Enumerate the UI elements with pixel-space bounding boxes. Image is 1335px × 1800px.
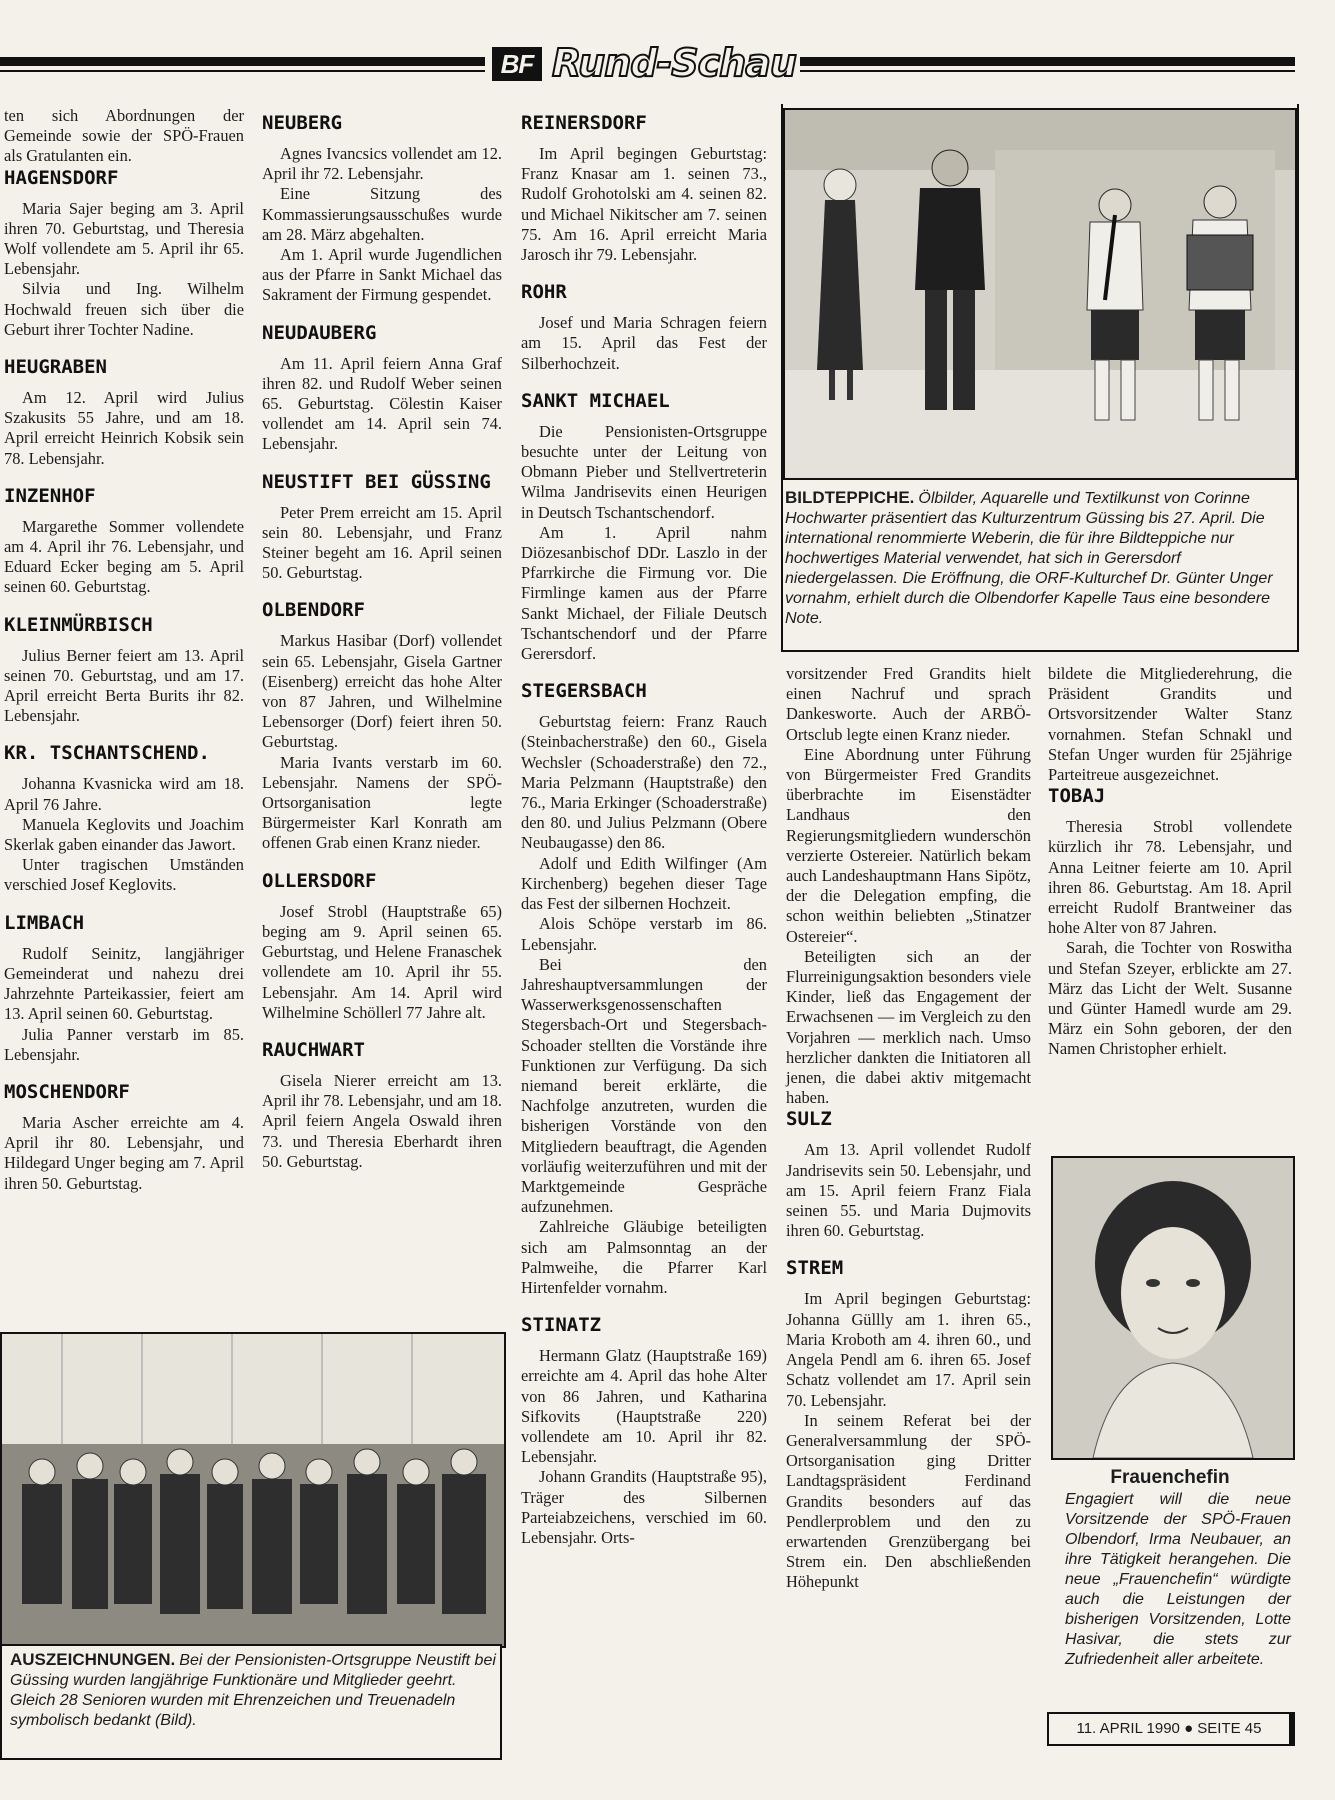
section-paragraph: Am 13. April vollendet Rudolf Jandrisevits sein 50. Lebensjahr, und am 15. April feiern Franz Fiala seinen 55. und Maria Dujmovits ihren 60. Geburtstag. xyxy=(786,1140,1031,1241)
section-paragraph: Zahlreiche Gläubige beteiligten sich am Palmsonntag an der Palmweihe, die Pfarrer Karl Hirtenfelder vornahm. xyxy=(521,1217,767,1297)
section-paragraph: Julia Panner verstarb im 85. Lebensjahr. xyxy=(4,1024,244,1064)
section-heading: ROHR xyxy=(521,281,567,304)
section-paragraph: Manuela Keglovits und Joachim Skerlak gaben einander das Jawort. xyxy=(4,814,244,855)
section-title: Rund-Schau xyxy=(552,41,796,85)
column-1 xyxy=(4,106,244,1194)
section-paragraph: In seinem Referat bei der Generalversammlung der SPÖ-Ortsorganisation ging Dritter Landtagspräsident Ferdinand Grandits besonders auf das Pendlerproblem und den zu erwartenden Grenzübergang bei Strem ein. Den abschließenden Höhepunkt xyxy=(786,1410,1031,1592)
section-heading: STREM xyxy=(786,1257,844,1280)
section-heading: LIMBACH xyxy=(4,911,85,934)
frauenchefin-caption xyxy=(1065,1490,1291,1670)
section-heading: HEUGRABEN xyxy=(4,356,107,379)
section-paragraph: Im April begingen Geburtstag: Johanna Güllly am 1. ihren 65., Maria Kroboth am 4. ihren 60., und Angela Pendl am 6. ihren 65. Josef Schatz vollendet am 17. April sein 70. Lebensjahr. xyxy=(786,1289,1031,1410)
section-paragraph: Maria Ascher erreichte am 4. April ihr 80. Lebensjahr, und Hildegard Unger beging am 7. April ihren 50. Geburtstag. xyxy=(4,1112,244,1193)
bildteppiche-image xyxy=(785,110,1295,478)
section-paragraph: Alois Schöpe verstarb im 86. Lebensjahr. xyxy=(521,914,767,954)
section-heading: STINATZ xyxy=(521,1314,602,1337)
section-heading: KLEINMÜRBISCH xyxy=(4,613,153,636)
section-paragraph: Silvia und Ing. Wilhelm Hochwald freuen sich über die Geburt ihrer Tochter Nadine. xyxy=(4,279,244,339)
frauenchefin-photo xyxy=(1051,1156,1295,1460)
section-paragraph: Maria Sajer beging am 3. April ihren 70. Geburtstag, und Theresia Wolf vollendete am 5. April ihr 65. Lebensjahr. xyxy=(4,198,244,279)
bf-logo: BF xyxy=(492,47,542,81)
col2-sections xyxy=(262,112,502,1172)
group-image xyxy=(2,1334,504,1646)
section-paragraph: Eine Sitzung des Kommassierungsausschußes wurde am 28. März abgehalten. xyxy=(262,184,502,244)
paragraph: Beteiligten sich an der Flurreinigungsaktion besonders viele Kinder, ließ das Engagement der Erwachsenen — im Vergleich zu den Vorjahren — merklich nach. Umso herzlicher dankten die Initiatoren all jenen, die dabei aktiv mitgemacht haben. xyxy=(786,946,1031,1108)
column-1-intro: ten sich Abordnungen der Gemeinde sowie der SPÖ-Frauen als Gratulanten ein. xyxy=(4,106,244,166)
col3-sections xyxy=(521,112,767,1548)
section-heading: HAGENSDORF xyxy=(4,166,119,189)
section-paragraph: Sarah, die Tochter von Roswitha und Stefan Szeyer, erblickte am 27. März das Licht der Welt. Susanne und Günter Hamedl wurde am 29. März ein Sohn geboren, der den Namen Christopher erhielt. xyxy=(1048,938,1292,1059)
section-paragraph: Am 11. April feiern Anna Graf ihren 82. und Rudolf Weber seinen 65. Geburtstag. Cölestin Kaiser vollendet am 14. April sein 74. Lebensjahr. xyxy=(262,353,502,454)
section-paragraph: Johann Grandits (Hauptstraße 95), Träger des Silbernen Parteiabzeichens, verschied im 60. Lebensjahr. Orts- xyxy=(521,1467,767,1547)
section-paragraph: Unter tragischen Umständen verschied Josef Keglovits. xyxy=(4,855,244,895)
auszeichnungen-caption xyxy=(10,1650,496,1731)
bildteppiche-caption-lead: BILDTEPPICHE. xyxy=(785,488,915,507)
section-paragraph: Die Pensionisten-Ortsgruppe besuchte unter der Leitung von Obmann Pieber und Stellvertreterin Wilma Jandrisevits einen Heurigen in Deutsch Tschantschendorf. xyxy=(521,421,767,522)
section-paragraph: Gisela Nierer erreicht am 13. April ihr 78. Lebensjahr, und am 18. April feiern Angela Oswald ihren 73. und Theresia Eberhardt ihren 50. Geburtstag. xyxy=(262,1070,502,1171)
section-heading: OLLERSDORF xyxy=(262,869,377,892)
section-heading: SULZ xyxy=(786,1108,832,1131)
section-heading: SANKT MICHAEL xyxy=(521,389,670,412)
section-heading: OLBENDORF xyxy=(262,599,365,622)
column-3 xyxy=(521,112,767,1548)
section-paragraph: Josef und Maria Schragen feiern am 15. April das Fest der Silberhochzeit. xyxy=(521,313,767,373)
section-paragraph: Adolf und Edith Wilfinger (Am Kirchenberg) begehen dieser Tage das Fest der silbernen Hochzeit. xyxy=(521,853,767,914)
column-5 xyxy=(1048,664,1292,1060)
section-paragraph: Am 12. April wird Julius Szakusits 55 Jahre, und am 18. April erreicht Heinrich Kobsik sein 78. Lebensjahr. xyxy=(4,388,244,468)
masthead-rule-left xyxy=(0,57,485,66)
section-paragraph: Bei den Jahreshauptversammlungen der Wasserwerksgenossenschaften Stegersbach-Ort und Stegersbach-Schoader stellten die Vorstände ihre Funktionen zur Verfügung. Da sich niemand bereit erklärte, die Nachfolge anzutreten, wurden die bisherigen Vorstände von den Mitgliedern beauftragt, die Agenden vorläufig weiterzuführen und mit der Marktgemeinde Gespräche aufzunehmen. xyxy=(521,954,767,1217)
masthead-rule-right xyxy=(800,57,1295,66)
col1-sections xyxy=(4,167,244,1194)
column-4-intro: vorsitzender Fred Grandits hielt einen Nachruf und sprach Dankesworte. Auch der ARBÖ-Ortsclub legte einen Kranz nieder. xyxy=(786,664,1031,744)
bildteppiche-photo xyxy=(783,108,1297,480)
section-heading: REINERSDORF xyxy=(521,112,647,134)
section-paragraph: Theresia Strobl vollendete kürzlich ihr 78. Lebensjahr, und Anna Leitner feierte am 10. April ihren 86. Geburtstag. Am 18. April erreicht Rudolf Brantweiner das hohe Alter von 87 Jahren. xyxy=(1048,817,1292,938)
col4-sections xyxy=(786,1108,1031,1592)
column-5-intro: bildete die Mitgliederehrung, die Präsident Grandits und Ortsvorsitzender Walter Stanz vornahmen. Stefan Schnakl und Stefan Unger wurden für 25jährige Parteitreue ausgezeichnet. xyxy=(1048,664,1292,785)
auszeichnungen-caption-body: Bei der Pensionisten-Ortsgruppe Neustift bei Güssing wurden langjährige Funktionäre und Mitglieder geehrt. Gleich 28 Senioren wurden mit Ehrenzeichen und Treuenadeln symbolisch bedankt (Bild). xyxy=(10,1652,496,1729)
portrait-image xyxy=(1053,1158,1293,1458)
section-paragraph: Geburtstag feiern: Franz Rauch (Steinbacherstraße) den 60., Gisela Wechsler (Schoaderstraße) den 72., Maria Pelzmann (Hauptstraße) den 76., Maria Erkinger (Schoaderstraße) den 80. und Julius Pelzmann (Obere Neubaugasse) den 86. xyxy=(521,712,767,853)
section-paragraph: Peter Prem erreicht am 15. April sein 80. Lebensjahr, und Franz Steiner begeht am 16. April seinen 50. Geburtstag. xyxy=(262,502,502,583)
auszeichnungen-photo xyxy=(0,1332,506,1648)
col4-top-paras xyxy=(786,745,1031,1109)
section-paragraph: Markus Hasibar (Dorf) vollendet sein 65. Lebensjahr, Gisela Gartner (Eisenberg) erreicht das hohe Alter von 87 Jahren, und Wilhelmine Lebensorger (Dorf) feiert ihren 50. Geburtstag. xyxy=(262,631,502,752)
section-heading: NEUBERG xyxy=(262,112,343,134)
paragraph: Eine Abordnung unter Führung von Bürgermeister Fred Grandits überbrachte im Eisenstädter Landhaus den Regierungsmitgliedern wunderschön verzierte Ostereier. Natürlich bekam auch Landeshauptmann Hans Sipötz, der die Delegation empfing, die schon weithin beliebten „Stinatzer Ostereier“. xyxy=(786,744,1031,946)
section-paragraph: Julius Berner feiert am 13. April seinen 70. Geburtstag, und am 17. April erreicht Berta Burits ihr 82. Lebensjahr. xyxy=(4,645,244,726)
section-heading: MOSCHENDORF xyxy=(4,1080,130,1103)
masthead-thin-rule-right xyxy=(800,70,1295,72)
frauenchefin-title: Frauenchefin xyxy=(1110,1467,1230,1488)
section-paragraph: Im April begingen Geburtstag: Franz Knasar am 1. seinen 73., Rudolf Grohotolski am 4. seinen 82. und Michael Nikitscher am 7. seinen 75. Am 16. April erreicht Maria Jarosch ihr 79. Lebensjahr. xyxy=(521,144,767,265)
auszeichnungen-caption-lead: AUSZEICHNUNGEN. xyxy=(10,1650,176,1669)
section-paragraph: Hermann Glatz (Hauptstraße 169) erreichte am 4. April das hohe Alter von 86 Jahren, und Katharina Sifkovits (Hauptstraße 220) vollendete am 10. April ihr 82. Lebensjahr. xyxy=(521,1346,767,1467)
section-heading: INZENHOF xyxy=(4,484,96,507)
section-heading: NEUSTIFT BEI GÜSSING xyxy=(262,470,491,493)
section-paragraph: Maria Ivants verstarb im 60. Lebensjahr. Namens der SPÖ-Ortsorganisation legte Bürgermeister Karl Konrath am offenen Grab einen Kranz nieder. xyxy=(262,752,502,853)
bildteppiche-caption xyxy=(785,488,1290,629)
frauenchefin-caption-body: Engagiert will die neue Vorsitzende der SPÖ-Frauen Olbendorf, Irma Neubauer, an ihre Tätigkeit herangehen. Die neue „Frauenchefin“ würdigte auch die Leistungen der bisherigen Vorsitzenden, Lotte Hasivar, die stets zur Zufriedenheit aller arbeitete. xyxy=(1065,1491,1291,1668)
bildteppiche-caption-body: Ölbilder, Aquarelle und Textilkunst von Corinne Hochwarter präsentiert das Kulturzentrum Güssing bis 27. April. Die international renommierte Weberin, die für ihre Bildteppiche nur hochwertiges Material verwendet, hat sich in Gerersdorf niedergelassen. Die Eröffnung, die ORF-Kulturchef Dr. Günter Unger vornahm, erhielt durch die Olbendorfer Kapelle Taus eine besondere Note. xyxy=(785,490,1273,627)
section-paragraph: Rudolf Seinitz, langjähriger Gemeinderat und nahezu drei Jahrzehnte Parteikassier, feiert am 13. April seinen 60. Geburtstag. xyxy=(4,943,244,1024)
section-heading: RAUCHWART xyxy=(262,1038,365,1061)
section-paragraph: Josef Strobl (Hauptstraße 65) beging am 9. April seinen 65. Geburtstag, und Helene Franaschek vollendete am 10. April ihr 55. Lebensjahr. Am 14. April wird Wilhelmine Schöllerl 77 Jahre alt. xyxy=(262,901,502,1022)
section-heading: KR. TSCHANTSCHEND. xyxy=(4,742,210,765)
masthead-thin-rule-left xyxy=(0,70,485,72)
page-footer: 11. APRIL 1990 ● SEITE 45 xyxy=(1047,1712,1295,1746)
section-heading: TOBAJ xyxy=(1048,785,1106,808)
section-paragraph: Am 1. April nahm Diözesanbischof DDr. Laszlo in der Pfarrkirche die Firmung vor. Die Firmlinge kamen aus der Pfarre Sankt Michael, der Filiale Deutsch Tschantschendorf und der Pfarre Gerersdorf. xyxy=(521,522,767,664)
column-2 xyxy=(262,112,502,1172)
col5-sections xyxy=(1048,785,1292,1059)
section-heading: STEGERSBACH xyxy=(521,680,647,703)
column-4 xyxy=(786,664,1031,1593)
section-paragraph: Am 1. April wurde Jugendlichen aus der Pfarre in Sankt Michael das Sakrament der Firmung gespendet. xyxy=(262,245,502,305)
section-paragraph: Agnes Ivancsics vollendet am 12. April ihr 72. Lebensjahr. xyxy=(262,144,502,184)
section-heading: NEUDAUBERG xyxy=(262,321,377,344)
section-paragraph: Margarethe Sommer vollendete am 4. April ihr 76. Lebensjahr, und Eduard Ecker beging am 5. April seinen 60. Geburtstag. xyxy=(4,516,244,597)
section-paragraph: Johanna Kvasnicka wird am 18. April 76 Jahre. xyxy=(4,774,244,814)
